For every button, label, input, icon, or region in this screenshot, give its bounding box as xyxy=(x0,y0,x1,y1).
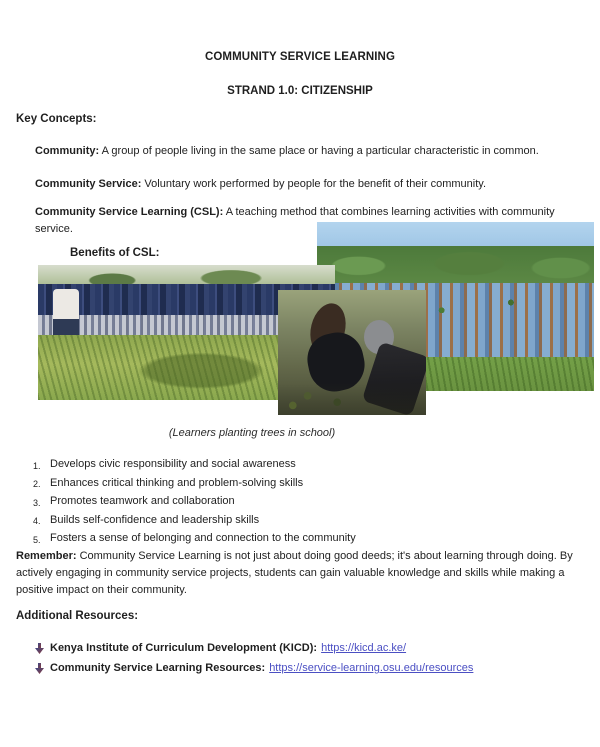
photo-seedlings xyxy=(278,383,426,416)
list-item-text: Enhances critical thinking and problem-solving skills xyxy=(50,476,304,489)
down-arrow-icon xyxy=(35,660,50,679)
list-item xyxy=(33,530,573,549)
resources-list xyxy=(35,640,585,680)
resource-link-kicd[interactable]: https://kicd.ac.ke/ xyxy=(321,642,407,654)
concept-term: Community: xyxy=(35,145,100,157)
resource-item xyxy=(35,660,585,679)
document-title: COMMUNITY SERVICE LEARNING xyxy=(204,51,396,63)
list-number: 5. xyxy=(33,534,41,545)
list-item xyxy=(33,456,573,475)
photo-volunteer-planting xyxy=(278,290,426,415)
down-arrow-icon xyxy=(35,640,50,659)
remember-text: Community Service Learning is not just about doing good deeds; it's about learning through doing. By actively engaging in community service projects, students can gain valuable knowledge and skills while making a positive impact on their community. xyxy=(16,550,573,596)
remember-paragraph xyxy=(16,548,588,599)
list-item-text: Develops civic responsibility and social awareness xyxy=(50,458,296,470)
list-number: 3. xyxy=(33,497,41,508)
key-concepts-heading: Key Concepts: xyxy=(16,113,97,125)
benefits-heading: Benefits of CSL: xyxy=(70,247,160,259)
strand-subtitle: STRAND 1.0: CITIZENSHIP xyxy=(227,85,373,97)
concept-term: Community Service Learning (CSL): xyxy=(35,206,224,218)
list-number: 4. xyxy=(33,516,41,526)
resource-link-osu[interactable]: https://service-learning.osu.edu/resources xyxy=(269,662,474,674)
benefits-list xyxy=(33,456,573,549)
concept-community-service xyxy=(35,176,591,193)
list-item xyxy=(33,475,573,494)
additional-resources-heading: Additional Resources: xyxy=(16,610,139,622)
resource-label: Community Service Learning Resources: xyxy=(50,662,266,674)
photo-caption: (Learners planting trees in school) xyxy=(168,427,336,439)
resource-label: Kenya Institute of Curriculum Development (KICD): xyxy=(50,642,318,654)
concept-community xyxy=(35,143,591,160)
concept-definition: A teaching method that combines learning activities with community service. xyxy=(35,206,555,235)
list-item-text: Builds self-confidence and leadership skills xyxy=(50,513,260,526)
list-number: 1. xyxy=(33,460,41,471)
list-number: 2. xyxy=(33,479,41,489)
resource-item xyxy=(35,640,585,659)
list-item-text: Fosters a sense of belonging and connection to the community xyxy=(50,532,356,544)
list-item xyxy=(33,493,573,512)
list-item xyxy=(33,512,573,531)
remember-label: Remember: xyxy=(16,550,77,562)
concept-term: Community Service: xyxy=(35,178,142,190)
concept-definition: A group of people living in the same place or having a particular characteristic in common. xyxy=(99,145,539,157)
concept-definition: Voluntary work performed by people for the benefit of their community. xyxy=(141,178,487,190)
list-item-text: Promotes teamwork and collaboration xyxy=(50,495,235,507)
